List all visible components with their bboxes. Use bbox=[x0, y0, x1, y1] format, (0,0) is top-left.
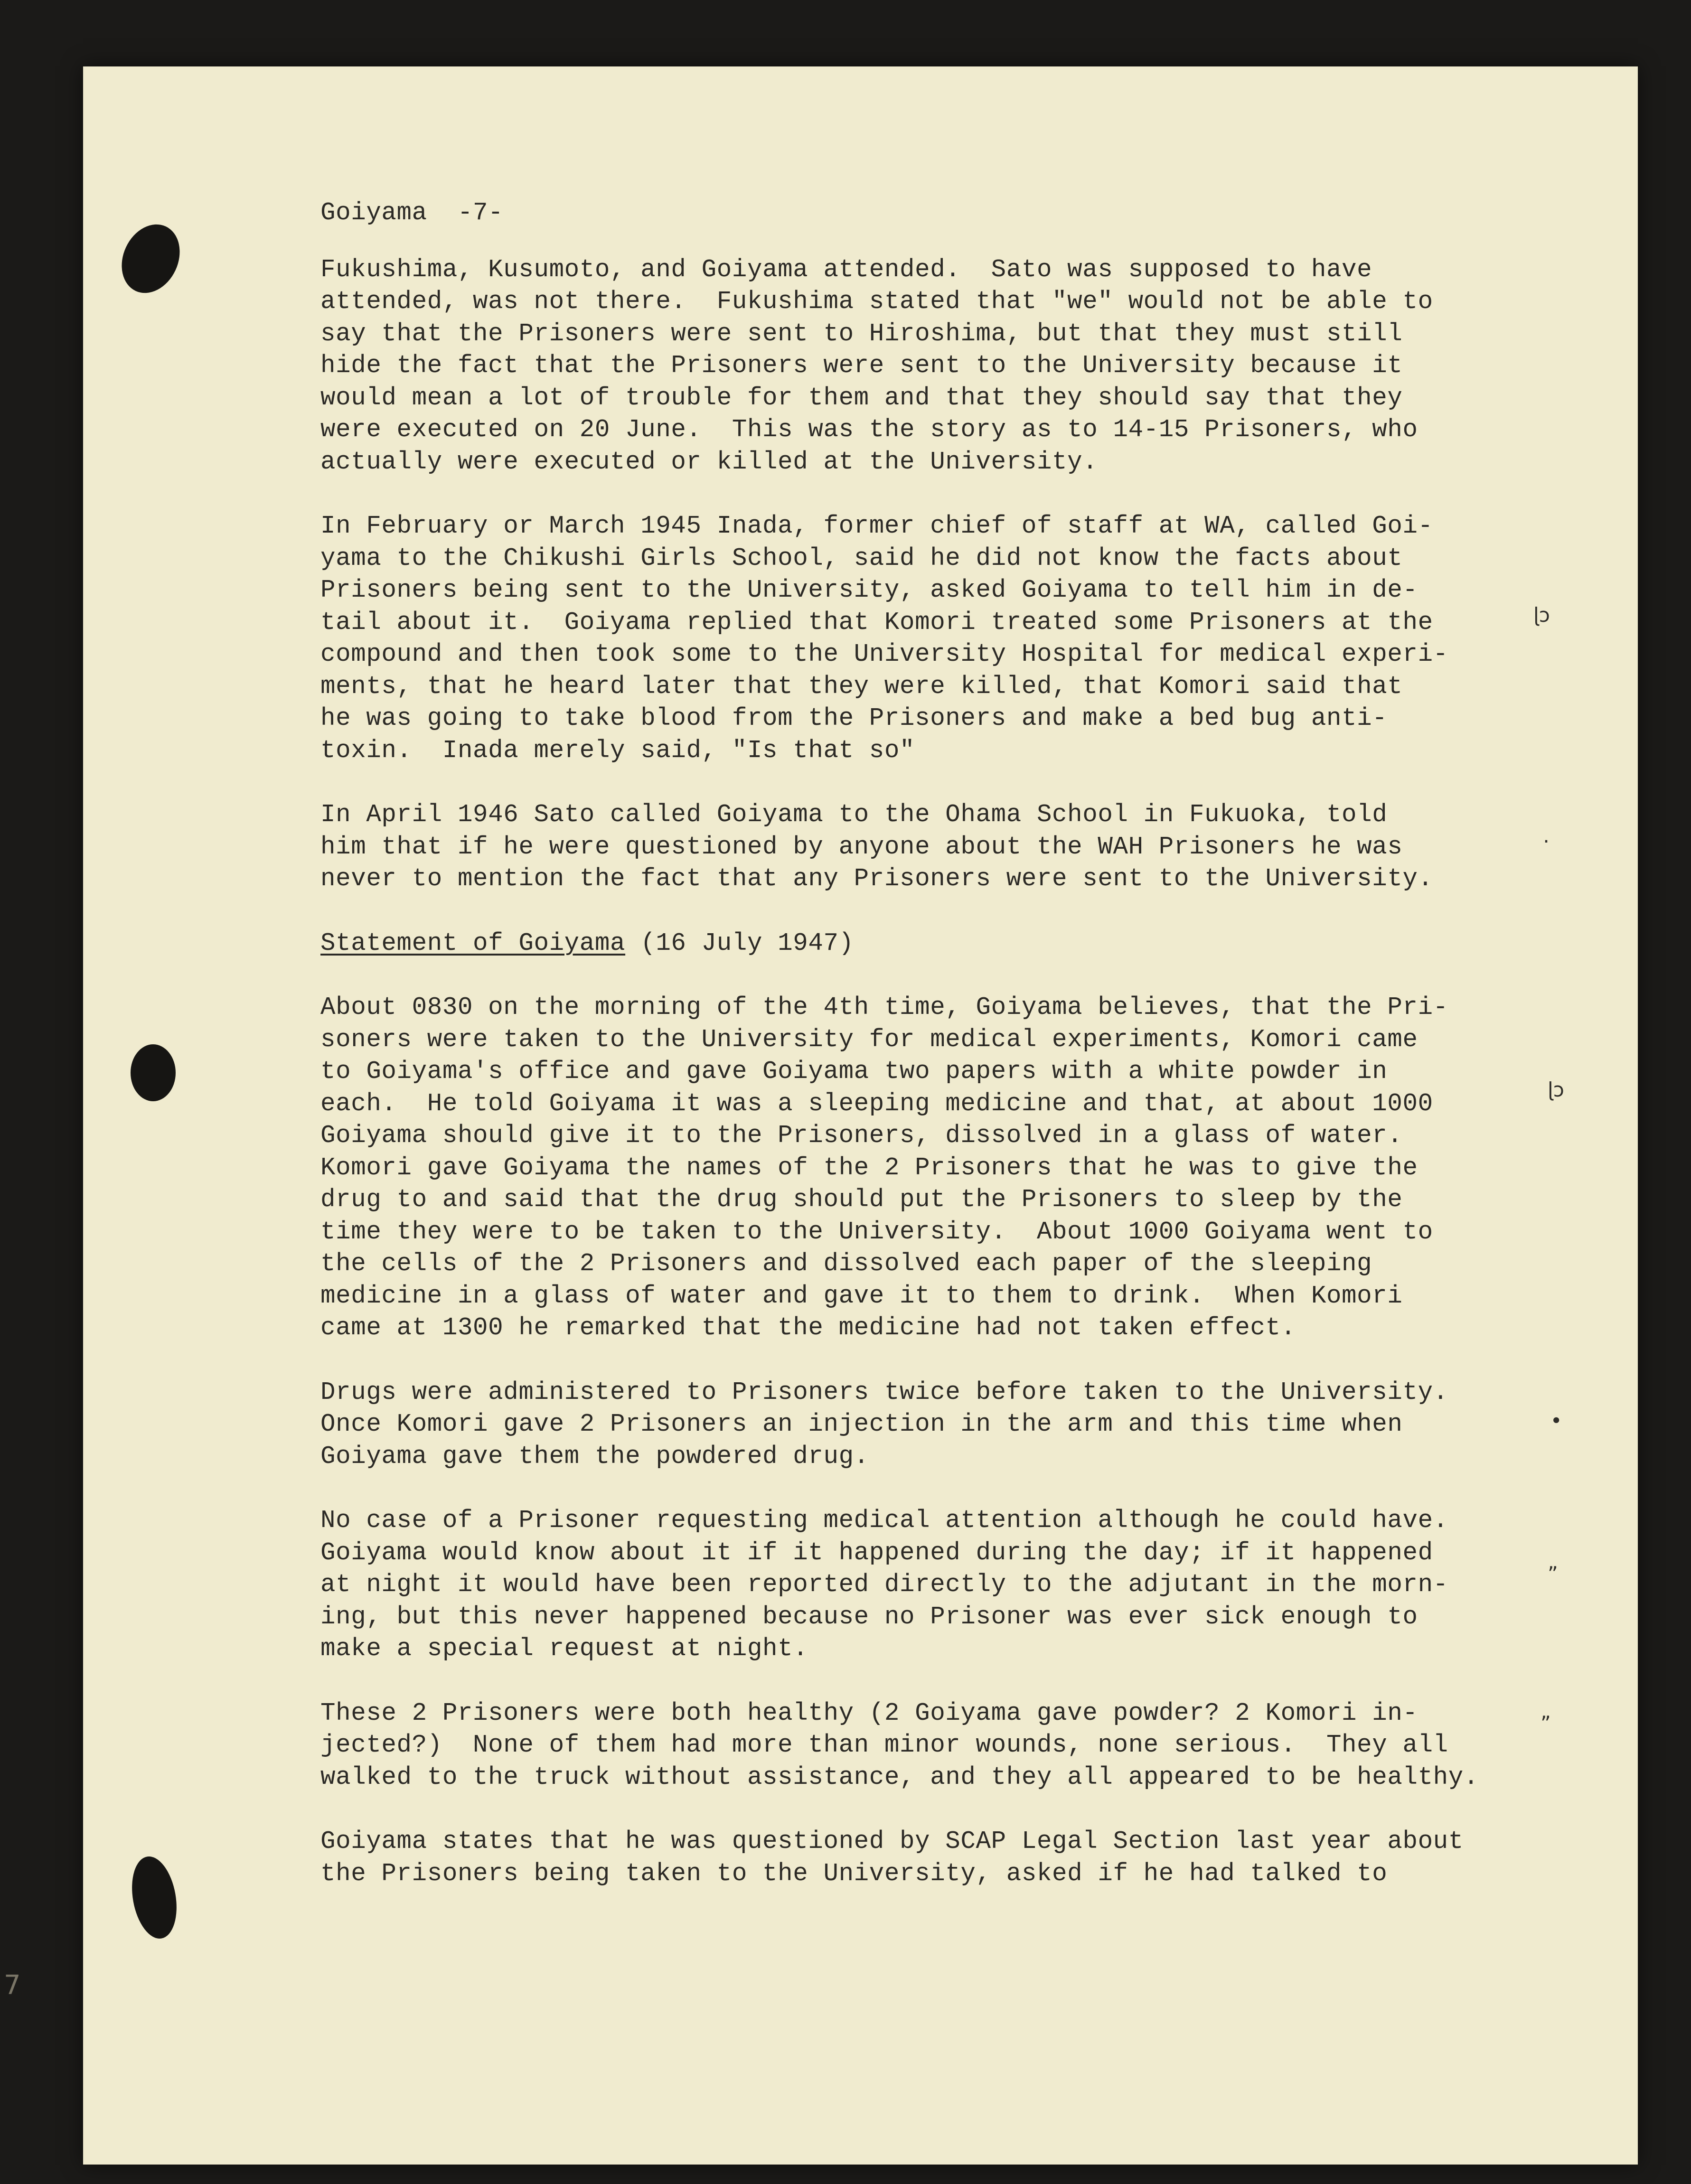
statement-date: (16 July 1947) bbox=[625, 928, 854, 957]
text-line: Goiyama gave them the powdered drug. bbox=[320, 1442, 869, 1471]
margin-mark: ” bbox=[1541, 1712, 1551, 1735]
text-line: In April 1946 Sato called Goiyama to the Ohama School in Fukuoka, told bbox=[320, 800, 1388, 829]
paragraph bbox=[320, 510, 1555, 767]
text-line: at night it would have been reported directly to the adjutant in the morn- bbox=[320, 1570, 1448, 1599]
text-line: Drugs were administered to Prisoners twice before taken to the University. bbox=[320, 1378, 1448, 1406]
text-line: Once Komori gave 2 Prisoners an injection in the arm and this time when bbox=[320, 1410, 1403, 1438]
text-line: attended, was not there. Fukushima stated that "we" would not be able to bbox=[320, 287, 1433, 316]
typed-text bbox=[320, 197, 1555, 1922]
margin-mark: ɭɔ bbox=[1533, 603, 1550, 627]
text-line: ments, that he heard later that they were killed, that Komori said that bbox=[320, 672, 1403, 701]
text-line: say that the Prisoners were sent to Hiroshima, but that they must still bbox=[320, 319, 1403, 348]
text-line: toxin. Inada merely said, "Is that so" bbox=[320, 736, 915, 765]
text-line: About 0830 on the morning of the 4th time, Goiyama believes, that the Pri- bbox=[320, 993, 1448, 1022]
text-line: jected?) None of them had more than minor wounds, none serious. They all bbox=[320, 1731, 1448, 1759]
text-line: Goiyama should give it to the Prisoners, dissolved in a glass of water. bbox=[320, 1121, 1403, 1150]
text-line: Komori gave Goiyama the names of the 2 Prisoners that he was to give the bbox=[320, 1153, 1418, 1182]
text-line: No case of a Prisoner requesting medical attention although he could have. bbox=[320, 1506, 1448, 1535]
text-line: Prisoners being sent to the University, asked Goiyama to tell him in de- bbox=[320, 576, 1418, 604]
text-line: to Goiyama's office and gave Goiyama two papers with a white powder in bbox=[320, 1057, 1388, 1086]
paragraph bbox=[320, 1697, 1555, 1794]
paragraph bbox=[320, 1505, 1555, 1665]
text-line: tail about it. Goiyama replied that Komori treated some Prisoners at the bbox=[320, 608, 1433, 637]
margin-mark: ɭɔ bbox=[1548, 1078, 1564, 1101]
paragraph bbox=[320, 254, 1555, 478]
text-line: compound and then took some to the University Hospital for medical experi- bbox=[320, 640, 1448, 668]
text-line: walked to the truck without assistance, and they all appeared to be healthy. bbox=[320, 1762, 1479, 1791]
document-page bbox=[83, 66, 1638, 2165]
punch-hole-bottom bbox=[126, 1853, 182, 1942]
page-header: Goiyama -7- bbox=[320, 198, 504, 227]
punch-hole-top bbox=[111, 215, 191, 303]
text-line: were executed on 20 June. This was the story as to 14-15 Prisoners, who bbox=[320, 415, 1418, 444]
text-line: Goiyama states that he was questioned by SCAP Legal Section last year about bbox=[320, 1827, 1464, 1856]
margin-mark: ․ bbox=[1543, 824, 1550, 847]
text-line: him that if he were questioned by anyone about the WAH Prisoners he was bbox=[320, 832, 1403, 861]
text-line: Fukushima, Kusumoto, and Goiyama attended. Sato was supposed to have bbox=[320, 255, 1372, 284]
statement-heading bbox=[320, 928, 1555, 960]
punch-hole-middle bbox=[131, 1044, 176, 1101]
text-line: he was going to take blood from the Prisoners and make a bed bug anti- bbox=[320, 704, 1388, 732]
text-line: In February or March 1945 Inada, former chief of staff at WA, called Goi- bbox=[320, 512, 1433, 540]
paragraph bbox=[320, 992, 1555, 1344]
paragraphs-block-2 bbox=[320, 992, 1555, 1890]
text-line: actually were executed or killed at the University. bbox=[320, 447, 1098, 476]
text-line: ing, but this never happened because no Prisoner was ever sick enough to bbox=[320, 1602, 1418, 1631]
margin-mark: ∙ bbox=[1550, 1408, 1563, 1431]
text-line: time they were to be taken to the University. About 1000 Goiyama went to bbox=[320, 1217, 1433, 1246]
text-line: soners were taken to the University for medical experiments, Komori came bbox=[320, 1025, 1418, 1054]
text-line: each. He told Goiyama it was a sleeping medicine and that, at about 1000 bbox=[320, 1089, 1433, 1118]
edge-mark: 7 bbox=[4, 1970, 21, 2001]
text-line: would mean a lot of trouble for them and that they should say that they bbox=[320, 383, 1403, 412]
text-line: make a special request at night. bbox=[320, 1634, 808, 1663]
statement-title: Statement of Goiyama bbox=[320, 928, 626, 957]
text-line: medicine in a glass of water and gave it to them to drink. When Komori bbox=[320, 1281, 1403, 1310]
text-line: the cells of the 2 Prisoners and dissolved each paper of the sleeping bbox=[320, 1249, 1372, 1278]
text-line: the Prisoners being taken to the University, asked if he had talked to bbox=[320, 1859, 1388, 1888]
text-line: never to mention the fact that any Prisoners were sent to the University. bbox=[320, 864, 1433, 893]
paragraph bbox=[320, 1826, 1555, 1890]
text-line: These 2 Prisoners were both healthy (2 Goiyama gave powder? 2 Komori in- bbox=[320, 1698, 1418, 1727]
margin-mark: ” bbox=[1548, 1562, 1558, 1585]
text-line: drug to and said that the drug should put the Prisoners to sleep by the bbox=[320, 1185, 1403, 1214]
text-line: hide the fact that the Prisoners were sent to the University because it bbox=[320, 351, 1403, 380]
text-line: came at 1300 he remarked that the medicine had not taken effect. bbox=[320, 1313, 1296, 1342]
paragraph bbox=[320, 799, 1555, 895]
text-line: yama to the Chikushi Girls School, said he did not know the facts about bbox=[320, 544, 1403, 572]
text-line: Goiyama would know about it if it happened during the day; if it happened bbox=[320, 1538, 1433, 1567]
paragraphs-block-1 bbox=[320, 254, 1555, 895]
paragraph bbox=[320, 1377, 1555, 1473]
